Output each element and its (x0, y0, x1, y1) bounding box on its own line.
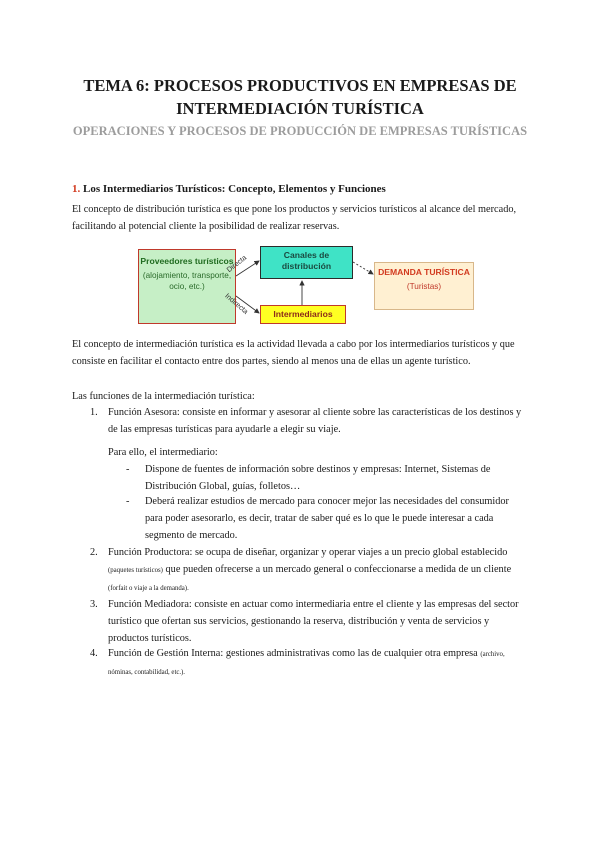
label-indirecta: Indirecta (223, 291, 251, 316)
function-text (108, 645, 528, 681)
section-number: 1. (72, 183, 81, 195)
dash-bullet: - (126, 464, 130, 475)
page-title: TEMA 6: PROCESOS PRODUCTIVOS EN EMPRESAS DE INTERMEDIACIÓN TURÍSTICA (83, 76, 517, 118)
function-number: 3. (90, 599, 98, 610)
function-number: 1. (90, 407, 98, 418)
proveedores-box (138, 249, 236, 324)
section-title: Los Intermediarios Turísticos: Concepto, Elementos y Funciones (83, 183, 386, 195)
dash-bullet: - (126, 496, 130, 507)
sub-item: Dispone de fuentes de información sobre destinos y empresas: Internet, Sistemas de Distribución Global, guías, folletos… (145, 464, 491, 492)
sub-item: Deberá realizar estudios de mercado para conocer mejor las necesidades del consumidor para poder asesorarlo, es decir, tratar de saber qué es lo que le puede interesar a cada segmento de mercado. (145, 496, 509, 541)
distribution-diagram (136, 244, 476, 328)
function-text: Función Mediadora: consiste en actuar como intermediaria entre el cliente y las empresas del sector turístico que ofertan sus servicios, gestionando la reserva, distribución y venta de servicios y productos turísticos. (108, 599, 519, 644)
proveedores-detail: (alojamiento, transporte, ocio, etc.) (142, 271, 232, 291)
para-ello: Para ello, el intermediario: (108, 447, 218, 458)
canales-box: Canales de distribución (260, 246, 353, 279)
function-number: 2. (90, 547, 98, 558)
intermediarios-box: Intermediarios (260, 305, 346, 324)
function-note: (forfait o viaje a la demanda). (108, 585, 189, 592)
section-heading (72, 182, 386, 196)
function-text: Función Asesora: consiste en informar y asesorar al cliente sobre las características de los destinos y de las empresas turísticas para ayudarle a elegir su viaje. (108, 407, 522, 435)
function-text-part: Función de Gestión Interna: gestiones administrativas como las de cualquier otra empresa (108, 648, 478, 659)
page-subtitle: OPERACIONES Y PROCESOS DE PRODUCCIÓN DE EMPRESAS TURÍSTICAS (72, 124, 528, 138)
label-directa: Directa (224, 252, 249, 275)
function-number: 4. (90, 648, 98, 659)
concept-paragraph: El concepto de intermediación turística es la actividad llevada a cabo por los intermediarios turísticos y que consiste en facilitar el contacto entre dos partes, siendo al menos una de ellas un agente turístico. (72, 339, 515, 367)
demanda-title: DEMANDA TURÍSTICA (378, 267, 470, 277)
function-note: (paquetes turísticos) (108, 567, 163, 574)
demanda-detail: (Turistas) (406, 281, 442, 291)
arrow-canales-demanda (353, 262, 373, 274)
proveedores-title: Proveedores turísticos (140, 256, 234, 266)
function-note: (archivo, nóminas, contabilidad, etc.). (108, 651, 505, 676)
demanda-box (374, 262, 474, 310)
intro-paragraph: El concepto de distribución turística es que pone los productos y servicios turísticos al alcance del mercado, facilitando al potencial cliente la posibilidad de realizar reservas. (72, 204, 517, 232)
function-text (108, 544, 528, 597)
function-text-part: que pueden ofrecerse a un mercado general o confeccionarse a medida de un cliente (165, 564, 512, 575)
function-text-part: Función Productora: se ocupa de diseñar, organizar y operar viajes a un precio global establecido (108, 547, 508, 558)
functions-intro: Las funciones de la intermediación turística: (72, 391, 255, 402)
